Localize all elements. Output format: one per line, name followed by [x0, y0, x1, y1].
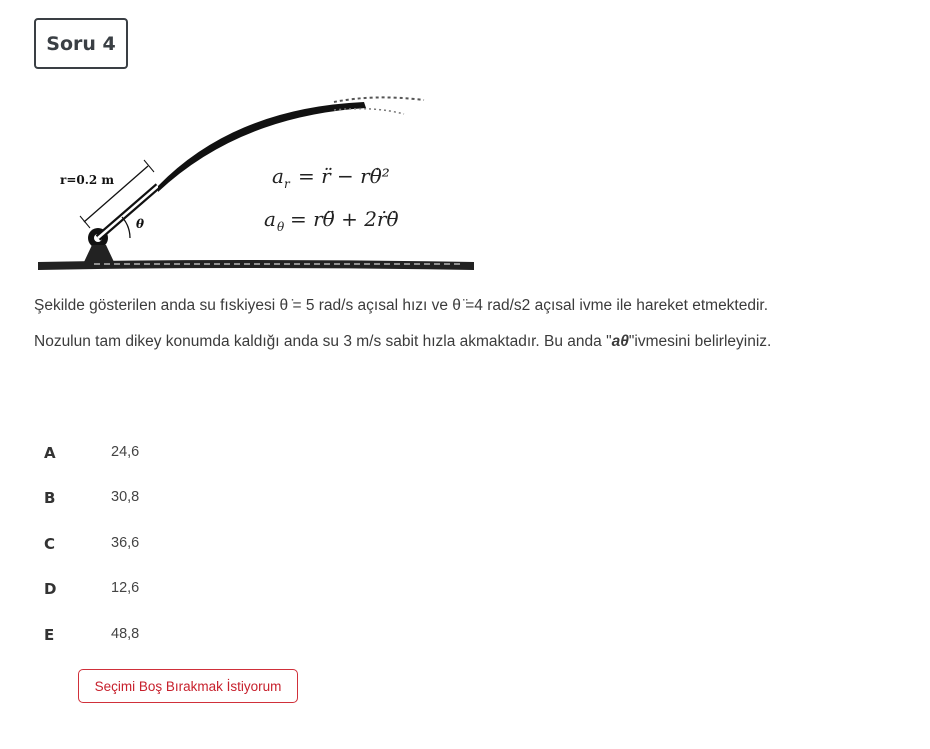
svg-text:θ: θ: [277, 220, 285, 234]
option-letter: C: [44, 535, 56, 553]
water-sprinkler-diagram: [34, 80, 504, 276]
option-a[interactable]: [34, 444, 334, 468]
equation-a-theta: [264, 207, 399, 234]
option-value: 24,6: [111, 444, 140, 460]
option-d[interactable]: [34, 580, 334, 604]
option-value: 12,6: [111, 580, 140, 596]
option-letter: E: [44, 626, 55, 644]
svg-text:= r̈ − rθ̇²: = r̈ − rθ̇²: [298, 164, 390, 188]
option-letter: B: [44, 489, 56, 507]
option-letter: D: [44, 580, 57, 598]
question-number-badge: Soru 4: [34, 18, 128, 69]
option-value: 30,8: [111, 489, 140, 505]
leave-blank-button[interactable]: Seçimi Boş Bırakmak İstiyorum: [78, 669, 298, 703]
svg-text:= rθ̈ + 2ṙθ̇: = rθ̈ + 2ṙθ̇: [290, 207, 399, 231]
question-text-line-1: Şekilde gösterilen anda su fıskiyesi θ ̇= 5 rad/s açısal hızı ve θ ̈=4 rad/s2 açısal ivme ile hareket etmektedir.: [34, 297, 769, 314]
option-c[interactable]: [34, 535, 334, 559]
theta-label: θ: [136, 217, 145, 231]
option-value: 48,8: [111, 626, 140, 642]
equation-a-r: [272, 164, 390, 191]
question-figure: [34, 80, 504, 276]
option-b[interactable]: [34, 489, 334, 513]
svg-text:r: r: [284, 177, 290, 191]
option-letter: A: [44, 444, 56, 462]
svg-text:a: a: [264, 207, 276, 231]
r-label: r=0.2 m: [60, 173, 115, 187]
option-e[interactable]: [34, 626, 334, 650]
question-text-emphasis: aθ: [611, 333, 629, 350]
option-value: 36,6: [111, 535, 140, 551]
question-text-suffix: "ivmesini belirleyiniz.: [628, 333, 772, 350]
question-text-prefix: Nozulun tam dikey konumda kaldığı anda su 3 m/s sabit hızla akmaktadır. Bu anda ": [34, 333, 612, 350]
svg-text:a: a: [272, 164, 284, 188]
question-text-line-2: [34, 333, 771, 351]
